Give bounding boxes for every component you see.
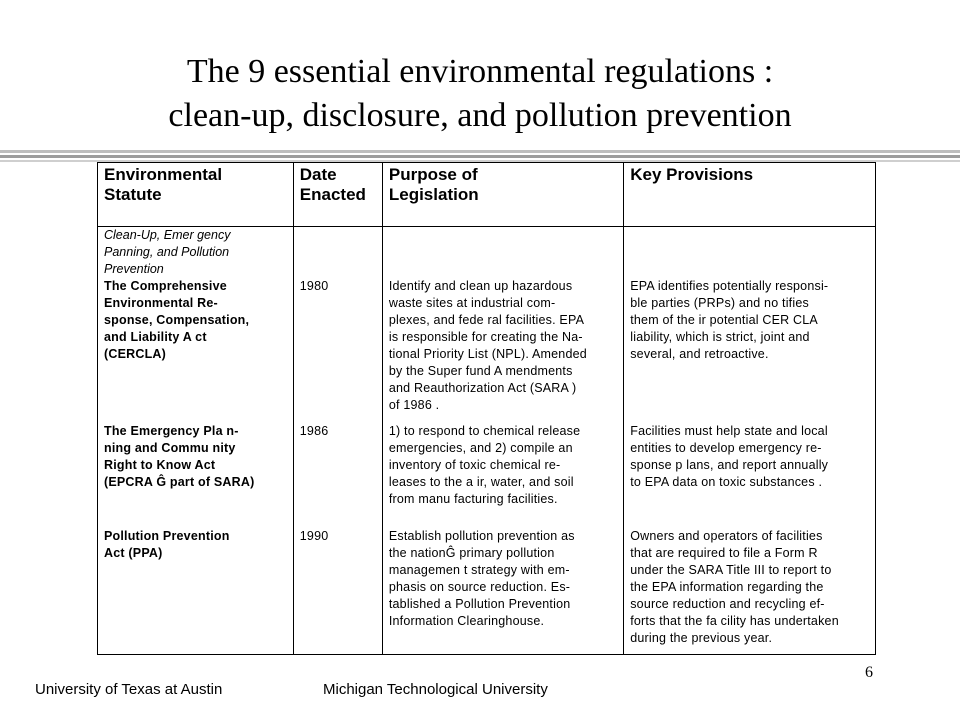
date-cell: 1990	[293, 528, 382, 655]
provisions-cell: EPA identifies potentially responsi- ble parties (PRPs) and no tifies them of the ir potential CER CLA liability, which is strict, joint and several, and retroactive.	[624, 278, 876, 423]
statute-cell: Pollution Prevention Act (PPA)	[98, 528, 294, 655]
date-cell: 1980	[293, 278, 382, 423]
slide-title	[0, 50, 960, 138]
category-row	[98, 227, 876, 279]
statute-cell: The Comprehensive Environmental Re- sponse, Compensation, and Liability A ct (CERCLA)	[98, 278, 294, 423]
table-row	[98, 528, 876, 655]
purpose-cell: Identify and clean up hazardous waste sites at industrial com- plexes, and fede ral facilities. EPA is responsible for creating the Na- tional Priority List (NPL). Amended by the Super fund A mendments and Reauthorization Act (SARA ) of 1986 .	[382, 278, 623, 423]
statute-cell: The Emergency Pla n- ning and Commu nity Right to Know Act (EPCRA Ĝ part of SARA)	[98, 423, 294, 528]
title-line-1: The 9 essential environmental regulations :	[186, 53, 774, 90]
table-header-row	[98, 163, 876, 227]
category-label: Clean-Up, Emer gency Panning, and Pollution Prevention	[98, 227, 294, 279]
table-row	[98, 423, 876, 528]
footer-left: University of Texas at Austin	[35, 681, 223, 698]
footer-middle: Michigan Technological University	[323, 681, 548, 698]
header-provisions: Key Provisions	[624, 163, 876, 227]
title-line-2: clean-up, disclosure, and pollution prevention	[168, 97, 792, 134]
title-divider	[0, 155, 960, 158]
page-number: 6	[865, 664, 873, 681]
provisions-cell: Owners and operators of facilities that are required to file a Form R under the SARA Title III to report to the EPA information regarding the source reduction and recycling ef- forts that the fa cility has undertaken during the previous year.	[624, 528, 876, 655]
header-date: Date Enacted	[293, 163, 382, 227]
provisions-cell: Facilities must help state and local entities to develop emergency re- sponse p lans, and report annually to EPA data on toxic substances .	[624, 423, 876, 528]
header-statute: Environmental Statute	[98, 163, 294, 227]
regulations-table	[97, 162, 876, 655]
title-divider	[0, 150, 960, 153]
date-cell: 1986	[293, 423, 382, 528]
table-row	[98, 278, 876, 423]
purpose-cell: Establish pollution prevention as the nationĜ primary pollution managemen t strategy with em- phasis on source reduction. Es- tablished a Pollution Prevention Information Clearinghouse.	[382, 528, 623, 655]
header-purpose: Purpose of Legislation	[382, 163, 623, 227]
purpose-cell: 1) to respond to chemical release emergencies, and 2) compile an inventory of toxic chemical re- leases to the a ir, water, and soil from manu facturing facilities.	[382, 423, 623, 528]
